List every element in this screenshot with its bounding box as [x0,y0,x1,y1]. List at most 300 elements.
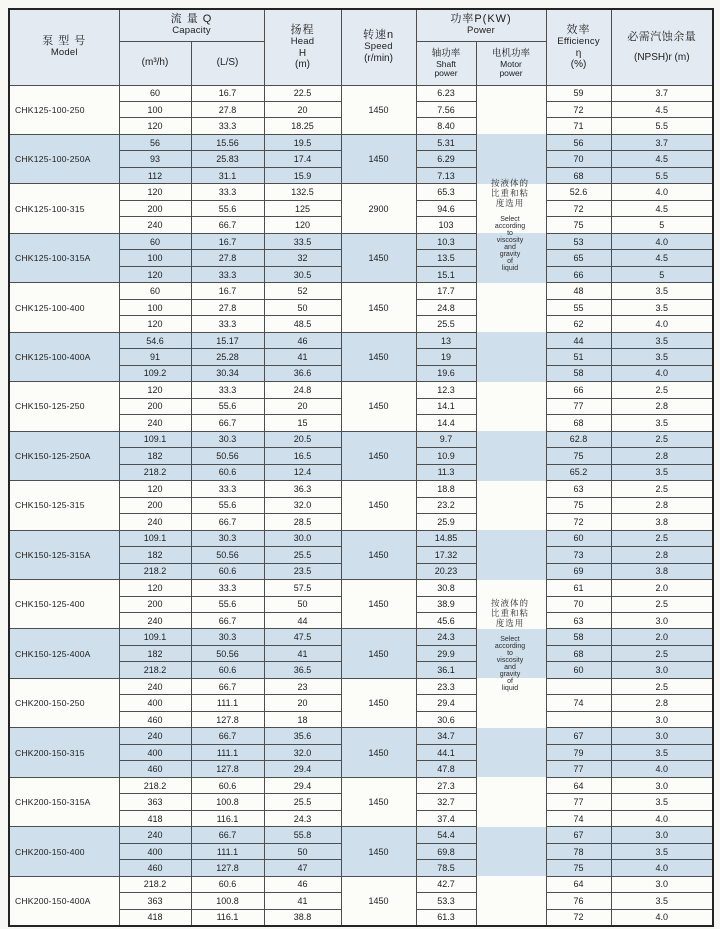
note-line-en: gravity [499,251,521,258]
motor-power-cell [476,184,546,233]
head-cell: 20 [264,695,341,711]
efficiency-cell: 75 [546,497,611,513]
motor-power-cell [476,728,546,777]
table-row [9,332,713,348]
efficiency-cell: 69 [546,563,611,579]
head-cell: 55.8 [264,827,341,843]
npsh-cell: 2.8 [611,497,713,513]
capacity-ls-cell: 66.7 [191,728,264,744]
shaft-power-cell: 69.8 [416,843,476,859]
head-cell: 125 [264,200,341,216]
efficiency-cell: 72 [546,514,611,530]
npsh-cell: 3.8 [611,563,713,579]
npsh-cell: 3.7 [611,85,713,101]
npsh-cell: 3.5 [611,843,713,859]
shaft-power-cell: 6.23 [416,85,476,101]
speed-header-unit: (r/min) [364,53,393,65]
npsh-cell: 5 [611,266,713,282]
efficiency-cell: 62.8 [546,431,611,447]
motor-power-cell [476,876,546,925]
motor-power-cell [476,777,546,826]
efficiency-cell: 70 [546,151,611,167]
capacity-m3h-cell: 54.6 [119,332,191,348]
capacity-ls-cell: 66.7 [191,827,264,843]
head-cell: 17.4 [264,151,341,167]
efficiency-cell: 51 [546,349,611,365]
capacity-ls-cell: 55.6 [191,200,264,216]
capacity-m3h-cell: 120 [119,184,191,200]
capacity-ls-cell: 16.7 [191,233,264,249]
note-line-en: liquid [501,265,519,272]
capacity-ls-cell: 66.7 [191,217,264,233]
motor-power-cell [476,134,546,183]
note-line-en: gravity [499,671,521,678]
efficiency-cell: 62 [546,316,611,332]
capacity-m3h-cell: 240 [119,217,191,233]
capacity-m3h-cell: 240 [119,678,191,694]
npsh-cell: 5 [611,217,713,233]
note-line-en: according [494,643,526,650]
head-header-symbol: H [298,47,307,59]
motor-power-cell [476,283,546,332]
note-line-en: of [507,258,513,265]
model-cell: CHK150-125-250A [9,431,119,480]
npsh-cell: 3.5 [611,744,713,760]
npsh-cell: 3.0 [611,777,713,793]
capacity-m3h-cell: 109.1 [119,629,191,645]
shaft-power-cell: 20.23 [416,563,476,579]
head-cell: 24.8 [264,382,341,398]
power-header-cn: 功率P(KW) [450,13,512,26]
model-cell: CHK200-150-250 [9,678,119,727]
motor-power-cell [476,431,546,480]
model-header-en: Model [50,47,78,59]
shaft-power-cell: 5.31 [416,134,476,150]
speed-cell: 1450 [341,85,416,134]
efficiency-cell: 76 [546,893,611,909]
npsh-cell: 3.5 [611,283,713,299]
capacity-ls-cell: 127.8 [191,761,264,777]
capacity-m3h-cell: 218.2 [119,876,191,892]
capacity-m3h-cell: 120 [119,481,191,497]
npsh-cell: 4.5 [611,200,713,216]
note-line-en: according [494,223,526,230]
shaft-power-cell: 42.7 [416,876,476,892]
shaft-power-cell: 6.29 [416,151,476,167]
model-cell: CHK150-125-315 [9,481,119,530]
efficiency-cell: 74 [546,695,611,711]
motor-power-cell [476,530,546,579]
note-line-cn: 按液体的 [490,178,529,188]
head-cell: 41 [264,349,341,365]
note-line-cn: 度选用 [495,198,525,208]
efficiency-cell: 68 [546,645,611,661]
shaft-power-cell: 23.3 [416,678,476,694]
npsh-cell: 2.5 [611,382,713,398]
col-header-model [9,9,119,85]
head-cell: 22.5 [264,85,341,101]
speed-cell: 1450 [341,777,416,826]
col-header-capacity [119,9,264,41]
shaft-power-cell: 14.1 [416,398,476,414]
shaft-power-cell: 12.3 [416,382,476,398]
head-cell: 20 [264,101,341,117]
capacity-ls-cell: 33.3 [191,266,264,282]
capacity-ls-cell: 111.1 [191,695,264,711]
npsh-cell: 2.8 [611,695,713,711]
speed-cell: 1450 [341,481,416,530]
efficiency-cell: 79 [546,744,611,760]
npsh-cell: 3.8 [611,514,713,530]
efficiency-header-en: Efficiency [557,35,600,47]
efficiency-cell: 78 [546,843,611,859]
npsh-cell: 4.0 [611,761,713,777]
model-cell: CHK125-100-315A [9,233,119,282]
capacity-ls-cell: 33.3 [191,316,264,332]
speed-cell: 1450 [341,382,416,431]
motor-power-cell [476,382,546,431]
shaft-power-cell: 15.1 [416,266,476,282]
npsh-cell: 2.5 [611,645,713,661]
head-cell: 36.6 [264,365,341,381]
capacity-ls-cell: 66.7 [191,514,264,530]
shaft-power-cell: 30.6 [416,711,476,727]
speed-cell: 1450 [341,530,416,579]
capacity-m3h-cell: 60 [119,85,191,101]
head-cell: 30.0 [264,530,341,546]
motor-power-en1: Motor [500,59,522,69]
efficiency-header-unit: (%) [570,58,587,70]
speed-cell: 1450 [341,728,416,777]
npsh-cell: 3.0 [611,662,713,678]
npsh-cell: 4.5 [611,151,713,167]
col-header-power [416,9,546,41]
speed-cell: 1450 [341,876,416,925]
model-cell: CHK200-150-400 [9,827,119,876]
head-cell: 18.25 [264,118,341,134]
shaft-power-cell: 13.5 [416,250,476,266]
shaft-power-cn: 轴功率 [431,48,461,59]
capacity-ls-cell: 55.6 [191,596,264,612]
note-line-en: to [507,650,513,657]
model-cell: CHK200-150-400A [9,876,119,925]
efficiency-cell: 60 [546,530,611,546]
capacity-ls-cell: 66.7 [191,415,264,431]
npsh-cell: 3.5 [611,893,713,909]
npsh-header-cn: 必需汽蚀余量 [627,30,697,43]
speed-cell: 1450 [341,332,416,381]
npsh-header-unit: (NPSH)r (m) [634,51,690,63]
head-cell: 12.4 [264,464,341,480]
shaft-power-cell: 11.3 [416,464,476,480]
speed-cell: 1450 [341,233,416,282]
capacity-m3h-cell: 109.1 [119,530,191,546]
head-cell: 18 [264,711,341,727]
speed-cell: 1450 [341,580,416,629]
table-row [9,530,713,546]
efficiency-cell: 71 [546,118,611,134]
shaft-power-cell: 36.1 [416,662,476,678]
head-cell: 24.3 [264,810,341,826]
head-cell: 20.5 [264,431,341,447]
npsh-cell: 4.5 [611,250,713,266]
npsh-cell: 4.0 [611,810,713,826]
capacity-m3h-cell: 109.1 [119,431,191,447]
head-cell: 30.5 [264,266,341,282]
capacity-m3h-cell: 218.2 [119,662,191,678]
capacity-m3h-cell: 120 [119,382,191,398]
npsh-cell: 3.7 [611,134,713,150]
efficiency-cell: 56 [546,134,611,150]
motor-power-cell [476,85,546,134]
head-cell: 20 [264,398,341,414]
capacity-m3h-cell: 91 [119,349,191,365]
capacity-ls-cell: 66.7 [191,613,264,629]
shaft-power-cell: 32.7 [416,794,476,810]
npsh-cell: 3.0 [611,827,713,843]
head-cell: 23.5 [264,563,341,579]
efficiency-cell: 75 [546,860,611,876]
efficiency-cell: 53 [546,233,611,249]
efficiency-cell: 55 [546,299,611,315]
capacity-m3h-cell: 109.2 [119,365,191,381]
efficiency-cell: 58 [546,365,611,381]
model-header-cn: 泵 型 号 [42,35,87,48]
capacity-m3h-cell: 100 [119,299,191,315]
capacity-ls-cell: 16.7 [191,283,264,299]
note-line-cn: 按液体的 [490,598,529,608]
head-cell: 57.5 [264,580,341,596]
capacity-ls-cell: 116.1 [191,909,264,925]
q-ls-unit-label: (L/S) [216,57,239,68]
head-cell: 46 [264,876,341,892]
capacity-ls-cell: 60.6 [191,777,264,793]
capacity-ls-cell: 30.3 [191,530,264,546]
npsh-cell: 4.0 [611,233,713,249]
capacity-ls-cell: 111.1 [191,744,264,760]
npsh-cell: 3.5 [611,349,713,365]
col-header-npsh [611,9,713,85]
shaft-power-cell: 19 [416,349,476,365]
npsh-cell: 5.5 [611,167,713,183]
model-cell: CHK125-100-400A [9,332,119,381]
head-cell: 16.5 [264,448,341,464]
head-cell: 29.4 [264,777,341,793]
head-cell: 52 [264,283,341,299]
table-row [9,431,713,447]
shaft-power-cell: 7.56 [416,101,476,117]
efficiency-cell: 66 [546,382,611,398]
motor-power-cn: 电机功率 [492,48,531,59]
shaft-power-cell: 24.8 [416,299,476,315]
capacity-ls-cell: 30.3 [191,629,264,645]
npsh-cell: 2.5 [611,530,713,546]
head-cell: 132.5 [264,184,341,200]
capacity-ls-cell: 15.56 [191,134,264,150]
capacity-m3h-cell: 182 [119,448,191,464]
capacity-ls-cell: 30.3 [191,431,264,447]
efficiency-cell: 77 [546,398,611,414]
table-row [9,85,713,101]
npsh-cell: 3.0 [611,728,713,744]
shaft-power-cell: 18.8 [416,481,476,497]
shaft-power-cell: 17.7 [416,283,476,299]
capacity-m3h-cell: 418 [119,810,191,826]
capacity-ls-cell: 55.6 [191,497,264,513]
speed-cell: 1450 [341,134,416,183]
head-cell: 47 [264,860,341,876]
efficiency-cell: 73 [546,547,611,563]
shaft-power-cell: 47.8 [416,761,476,777]
head-header-en: Head [290,35,315,47]
shaft-power-en2: power [434,68,458,78]
col-header-efficiency [546,9,611,85]
speed-header-cn: 转速n [362,29,395,42]
capacity-ls-cell: 15.17 [191,332,264,348]
capacity-m3h-cell: 400 [119,843,191,859]
capacity-m3h-cell: 460 [119,761,191,777]
capacity-ls-cell: 27.8 [191,101,264,117]
table-row [9,827,713,843]
npsh-cell: 4.0 [611,365,713,381]
efficiency-cell: 48 [546,283,611,299]
col-header-motor-power [476,41,546,85]
note-line-cn: 度选用 [495,618,525,628]
capacity-ls-cell: 55.6 [191,398,264,414]
capacity-ls-cell: 127.8 [191,860,264,876]
efficiency-header-cn: 效率 [566,23,591,36]
shaft-power-cell: 23.2 [416,497,476,513]
shaft-power-cell: 44.1 [416,744,476,760]
capacity-m3h-cell: 240 [119,514,191,530]
shaft-power-cell: 37.4 [416,810,476,826]
capacity-ls-cell: 127.8 [191,711,264,727]
npsh-cell: 4.5 [611,101,713,117]
capacity-header-en: Capacity [172,25,211,37]
speed-cell: 1450 [341,629,416,678]
capacity-ls-cell: 111.1 [191,843,264,859]
efficiency-cell: 68 [546,167,611,183]
head-cell: 48.5 [264,316,341,332]
efficiency-cell: 59 [546,85,611,101]
shaft-power-cell: 45.6 [416,613,476,629]
efficiency-cell: 68 [546,415,611,431]
model-cell: CHK150-125-250 [9,382,119,431]
note-line-en: Select [500,636,520,643]
capacity-ls-cell: 25.83 [191,151,264,167]
capacity-m3h-cell: 100 [119,250,191,266]
head-header-cn: 扬程 [290,23,315,36]
table-row [9,876,713,892]
head-cell: 28.5 [264,514,341,530]
speed-header-en: Speed [364,41,393,53]
capacity-m3h-cell: 200 [119,596,191,612]
model-cell: CHK125-100-400 [9,283,119,332]
shaft-power-cell: 8.40 [416,118,476,134]
col-header-head [264,9,341,85]
efficiency-cell: 67 [546,827,611,843]
head-cell: 29.4 [264,761,341,777]
shaft-power-cell: 103 [416,217,476,233]
model-cell: CHK125-100-315 [9,184,119,233]
capacity-m3h-cell: 120 [119,118,191,134]
motor-power-cell [476,580,546,629]
shaft-power-cell: 24.3 [416,629,476,645]
motor-power-en2: power [499,68,523,78]
capacity-ls-cell: 50.56 [191,448,264,464]
shaft-power-cell: 13 [416,332,476,348]
note-line-en: viscosity [496,657,524,664]
capacity-m3h-cell: 200 [119,200,191,216]
capacity-m3h-cell: 120 [119,580,191,596]
shaft-power-cell: 9.7 [416,431,476,447]
head-cell: 38.8 [264,909,341,925]
shaft-power-cell: 65.3 [416,184,476,200]
table-row [9,629,713,645]
capacity-m3h-cell: 400 [119,695,191,711]
efficiency-cell: 72 [546,101,611,117]
capacity-m3h-cell: 460 [119,860,191,876]
capacity-m3h-cell: 100 [119,101,191,117]
efficiency-cell: 72 [546,909,611,925]
npsh-cell: 2.5 [611,481,713,497]
npsh-cell: 4.0 [611,909,713,925]
capacity-m3h-cell: 240 [119,728,191,744]
efficiency-cell: 52.6 [546,184,611,200]
npsh-cell: 5.5 [611,118,713,134]
model-cell: CHK200-150-315 [9,728,119,777]
efficiency-cell: 44 [546,332,611,348]
efficiency-cell: 65 [546,250,611,266]
capacity-ls-cell: 33.3 [191,382,264,398]
npsh-cell: 3.0 [611,876,713,892]
capacity-ls-cell: 66.7 [191,678,264,694]
capacity-ls-cell: 31.1 [191,167,264,183]
capacity-ls-cell: 50.56 [191,645,264,661]
capacity-header-cn: 流 量 Q [170,13,213,26]
capacity-ls-cell: 33.3 [191,481,264,497]
table-row [9,580,713,596]
note-line-en: and [504,244,516,251]
model-cell: CHK150-125-400 [9,580,119,629]
shaft-power-en1: Shaft [436,59,456,69]
capacity-m3h-cell: 460 [119,711,191,727]
capacity-ls-cell: 100.8 [191,893,264,909]
capacity-m3h-cell: 240 [119,613,191,629]
shaft-power-cell: 34.7 [416,728,476,744]
npsh-cell: 2.5 [611,678,713,694]
capacity-ls-cell: 60.6 [191,662,264,678]
note-line-en: and [504,664,516,671]
head-cell: 15 [264,415,341,431]
head-cell: 41 [264,893,341,909]
motor-power-cell [476,233,546,282]
head-cell: 15.9 [264,167,341,183]
head-header-unit: (m) [295,58,311,70]
shaft-power-cell: 78.5 [416,860,476,876]
capacity-ls-cell: 60.6 [191,464,264,480]
efficiency-cell: 67 [546,728,611,744]
power-header-en: Power [467,25,495,37]
q-m3h-unit-label: (m³/h) [141,57,169,68]
speed-cell: 2900 [341,184,416,233]
npsh-cell: 2.5 [611,431,713,447]
npsh-cell: 3.0 [611,613,713,629]
efficiency-cell: 63 [546,481,611,497]
efficiency-cell: 64 [546,876,611,892]
note-line-cn: 比重和粘 [490,188,529,198]
shaft-power-cell: 7.13 [416,167,476,183]
